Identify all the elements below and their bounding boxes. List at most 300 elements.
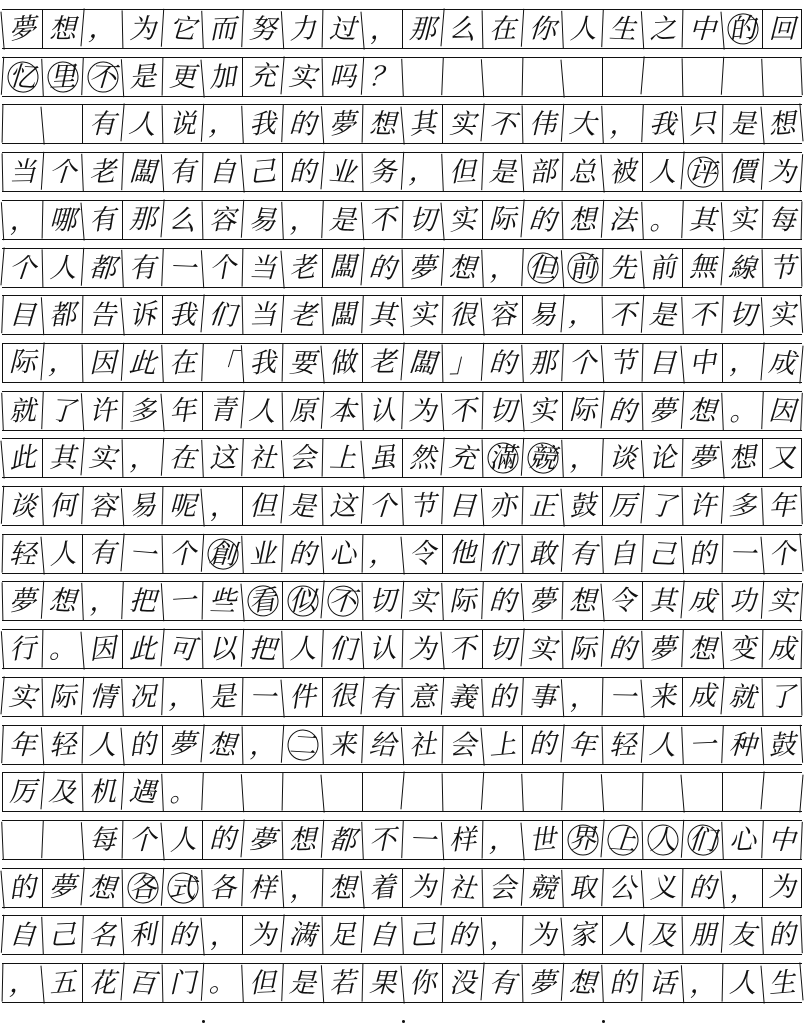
grid-cell: 然 [402,439,442,477]
grid-cell [320,772,363,813]
grid-cell: 一 [242,677,283,716]
grid-cell: 在 [161,343,203,383]
grid-cell: 的 [441,915,483,955]
grid-cell: 我 [241,343,283,383]
grid-cell: 人 [40,533,83,574]
grid-cell: 先 [602,248,643,287]
grid-cell: 此 [0,438,43,479]
grid-cell: 那 [521,343,563,383]
grid-cell: 来 [321,725,363,765]
grid-cell: 加 [200,56,243,97]
grid-cell: 容 [480,295,523,336]
grid-cell: 更 [162,57,203,96]
grid-cell: 业 [320,151,363,192]
grid-cell: 有 [161,152,203,192]
grid-cell: 来 [640,676,683,717]
grid-cell: 这 [201,438,243,478]
grid-cell: 令 [600,581,643,622]
grid-cell: 会 [442,725,483,764]
grid-cell: 的 [162,916,203,955]
grid-cell: 实 [442,105,482,143]
grid-cell: 不 [602,296,643,335]
grid-cell: 看 [240,581,283,622]
grid-cell: 鼓 [761,724,803,764]
grid-cell [761,57,803,97]
grid-cell: 的 [761,915,803,955]
grid-cell: 一 [722,534,763,573]
grid-cell: 不 [440,628,483,669]
grid-cell: 正 [522,487,563,526]
grid-cell: 朋 [682,916,723,955]
grid-cell: 有 [480,962,523,1003]
grid-cell: 之 [641,9,683,49]
grid-cell: 为 [401,391,443,431]
grid-cell: 切 [482,630,522,668]
grid-cell: 际 [2,344,42,382]
grid-cell [282,773,323,812]
grid-cell: 实 [761,581,803,621]
grid-cell: 無 [682,249,722,287]
grid-cell: 夢 [521,581,563,621]
grid-cell: 夢 [42,869,82,907]
grid-cell: 人 [240,390,283,431]
grid-cell: 的 [522,726,562,764]
grid-cell [522,57,563,96]
grid-cell: 此 [122,630,162,668]
grid-cell: 而 [201,9,243,49]
grid-cell: 被 [600,151,643,192]
grid-cell: 个 [122,820,163,859]
grid-cell: 说 [162,105,203,144]
grid-cell: 个 [162,534,203,573]
grid-row [2,104,802,144]
grid-cell: 成 [760,342,803,383]
grid-cell: 实 [80,438,123,479]
grid-cell: 。 [721,391,763,431]
grid-cell: 际 [562,630,603,669]
grid-cell: 若 [321,963,363,1003]
grid-cell: 自 [601,534,643,574]
grid-cell: 告 [82,296,123,335]
grid-cell: 不 [81,57,123,97]
grid-cell: 有 [561,533,603,573]
grid-cell: 夢 [642,391,683,430]
grid-cell: 是 [481,152,523,192]
grid-cell: 「 [201,343,243,383]
grid-cell: 了 [41,391,83,431]
grid-cell: 又 [762,439,802,477]
grid-cell: 心 [721,820,763,860]
grid-cell: 的 [0,867,43,908]
grid-cell: 总 [562,153,603,192]
grid-cell: 是 [722,105,763,144]
grid-cell: 的 [481,582,523,622]
grid-cell: 本 [321,390,363,430]
grid-cell [602,58,642,96]
grid-cell: 满 [280,915,323,956]
grid-cell: 变 [721,629,763,669]
grid-cell: 只 [681,104,723,144]
grid-row [2,868,802,908]
grid-cell: 的 [281,534,323,574]
grid-cell: 节 [601,343,643,383]
grid-cell: 的 [520,199,563,240]
grid-cell: 个 [201,247,243,287]
grid-cell: 的 [202,821,242,859]
grid-cell: 是 [281,963,323,1003]
grid-cell: 可 [160,628,203,669]
grid-row [2,581,802,621]
grid-cell: 年 [761,486,803,526]
grid-cell: 世 [520,819,563,860]
grid-cell: 们 [681,820,723,860]
grid-cell: 评 [680,151,723,192]
grid-cell: 切 [721,295,763,335]
grid-cell: 的 [601,963,643,1003]
grid-cell: ， [161,677,203,717]
grid-cell: 行 [1,629,43,669]
grid-cell: 其 [42,439,82,477]
grid-cell: 原 [282,391,323,430]
grid-cell: 我 [641,105,683,145]
grid-row [2,629,802,669]
grid-cell: 这 [322,487,363,526]
grid-cell: 是 [641,295,683,335]
grid-cell: 就 [1,391,43,431]
grid-cell: 闆 [322,249,362,287]
grid-cell: 力 [281,9,323,49]
grid-cell: 部 [521,152,563,192]
grid-cell: 你 [521,9,563,49]
grid-cell: 夢 [522,964,563,1003]
grid-cell: 想 [562,582,603,621]
grid-cell: 的 [720,8,763,49]
grid-cell: 件 [280,676,323,717]
grid-cell: 许 [81,390,123,430]
grid-cell [41,820,83,860]
grid-cell: 有 [80,199,123,240]
grid-cell [201,772,243,812]
grid-cell: 际 [42,677,83,716]
grid-cell: 夢 [2,582,43,621]
grid-cell: 一 [161,581,203,621]
grid-cell: 多 [721,486,763,526]
grid-cell: 上 [600,819,643,860]
grid-cell: 的 [281,105,323,145]
grid-cell: 各 [201,868,243,908]
grid-cell [561,772,603,812]
grid-cell: 切 [402,200,443,239]
grid-cell: 当 [242,248,283,287]
grid-cell: 闆 [321,295,363,335]
grid-cell: 遇 [121,772,163,812]
grid-cell: 要 [282,343,323,382]
grid-cell: 轻 [2,534,43,573]
grid-cell: 们 [321,629,363,669]
grid-cell [2,105,43,144]
grid-cell: 了 [762,677,803,716]
grid-row [2,438,802,478]
grid-row [2,772,802,812]
grid-cell: 有 [82,535,122,573]
grid-row [2,534,802,574]
grid-cell: 门 [162,964,203,1003]
grid-cell: 在 [482,10,523,49]
grid-cell: 及 [40,772,83,813]
grid-cell: 们 [200,295,243,336]
grid-cell: 目 [441,486,483,526]
grid-cell: 想 [760,104,803,145]
grid-cell: 意 [402,677,443,716]
grid-cell: ， [281,867,323,907]
grid-cell: 老 [362,344,402,382]
grid-cell: 滿 [482,439,523,478]
grid-cell [682,57,723,96]
grid-cell: 是 [280,485,323,526]
grid-cell: 些 [202,582,243,621]
grid-cell: 闆 [400,342,443,383]
grid-cell: 的 [120,724,163,765]
grid-cell: ， [81,582,123,622]
grid-cell: ， [482,820,523,859]
grid-cell: ， [201,104,243,144]
grid-cell: 实 [401,295,443,335]
grid-cell: 节 [762,248,803,287]
grid-cell: 实 [440,199,483,240]
grid-cell: 法 [601,200,643,240]
grid-cell: 己 [240,151,283,192]
grid-cell: 社 [401,724,443,764]
grid-cell [40,104,83,145]
grid-cell: 其 [681,200,723,240]
grid-cell: 的 [681,533,723,573]
grid-cell: 谈 [601,438,643,478]
grid-row [2,820,802,860]
grid-cell: 因 [761,391,803,431]
grid-cell: 因 [80,628,123,669]
grid-cell: 实 [280,56,323,97]
grid-cell: 种 [721,725,763,765]
grid-cell: 」 [442,343,483,382]
grid-cell [1,820,43,860]
grid-cell: 很 [442,296,483,335]
grid-cell: 呢 [162,487,203,526]
grid-cell: 会 [281,438,323,478]
grid-cell: 想 [282,820,323,859]
grid-cell [442,773,483,812]
grid-cell: 义 [641,867,683,907]
grid-cell: 都 [41,295,83,335]
grid-cell: 机 [82,773,123,812]
grid-cell: 此 [121,343,163,383]
grid-cell: 中 [682,10,723,49]
grid-cell: 取 [561,868,603,908]
grid-cell: 其 [361,295,403,335]
grid-cell: 人 [120,104,163,145]
grid-cell: 但 [242,487,282,525]
grid-cell: 努 [241,9,283,49]
grid-cell: 但 [241,963,283,1003]
grid-cell: 想 [562,200,603,239]
grid-cell: 你 [400,962,443,1003]
grid-cell: 易 [522,296,562,334]
grid-cell: 一 [681,725,723,765]
grid-cell: 务 [362,153,403,192]
grid-cell: 夢 [321,104,363,144]
grid-cell: 把 [121,582,163,622]
grid-cell: 因 [82,343,123,382]
grid-cell: 虽 [360,438,403,479]
grid-cell: 夢 [240,819,283,860]
grid-cell: 过 [322,10,363,49]
grid-cell [400,772,443,813]
grid-cell: 为 [402,630,443,669]
grid-cell: 界 [562,821,602,859]
grid-cell: 我 [162,296,202,334]
grid-cell: 都 [321,820,363,860]
grid-cell: 夢 [402,248,443,287]
grid-cell: 的 [282,153,322,191]
grid-row [2,963,802,1003]
grid-cell: 老 [281,295,323,335]
grid-cell: 敢 [522,534,563,573]
grid-row [2,486,802,526]
grid-cell: ， [200,485,243,526]
grid-cell: 实 [0,676,43,717]
grid-cell: 自 [202,153,243,192]
grid-cell [642,773,683,812]
grid-cell: 切 [482,391,523,430]
grid-cell: 生 [760,962,803,1003]
grid-cell: 人 [722,964,763,1003]
grid-cell: 闆 [121,152,163,192]
grid-cell: 每 [81,820,123,860]
grid-cell: 各 [122,868,163,907]
grid-cell: 诉 [120,295,163,336]
grid-cell: 每 [762,200,803,239]
grid-cell: 认 [361,391,403,431]
grid-cell: 己 [41,915,83,955]
grid-cell [722,773,762,811]
grid-cell [601,772,643,812]
grid-cell: 为 [242,916,282,954]
grid-cell: 实 [401,581,443,621]
grid-cell: 生 [601,9,643,49]
grid-cell: 际 [441,582,483,622]
grid-cell: ， [601,105,643,145]
grid-cell: 个 [361,486,403,526]
grid-cell [441,57,483,97]
grid-cell: 的 [481,343,523,383]
grid-cell [481,772,523,812]
grid-cell: 当 [242,296,283,335]
grid-cell: ， [242,725,283,764]
grid-cell: 目 [642,343,683,382]
grid-cell: 是 [321,200,363,240]
grid-cell: 青 [202,392,242,430]
grid-cell: 着 [360,867,403,908]
grid-cell: 容 [202,200,243,239]
grid-cell: 有 [121,248,163,288]
grid-cell: ， [681,963,723,1003]
grid-cell: 实 [721,200,763,240]
grid-row [2,725,802,765]
grid-cell: 目 [1,295,43,335]
grid-cell: 夢 [641,629,683,669]
grid-cell: 人 [281,629,323,669]
grid-cell: 想 [322,868,363,907]
grid-cell: 友 [721,915,763,955]
grid-cell [241,772,283,812]
grid-cell: 一 [161,248,203,288]
grid-cell: 了 [640,485,683,526]
grid-row [2,152,802,192]
grid-cell: 有 [82,105,122,143]
grid-cell: 就 [720,676,763,717]
grid-cell: 忆 [1,56,43,96]
grid-cell: ， [720,867,763,908]
grid-cell: ， [122,439,163,478]
grid-cell: 夢 [0,8,43,49]
grid-cell: 令 [400,533,443,574]
grid-cell: ， [561,677,603,717]
grid-cell: 功 [722,582,763,621]
grid-cell: 吗 [322,57,363,96]
grid-cell: 为 [402,869,442,907]
grid-cell: 实 [520,390,563,431]
grid-cell: 。 [42,630,83,669]
grid-cell: 五 [40,962,83,1003]
grid-cell: 业 [241,534,283,574]
grid-cell: 轻 [41,724,83,764]
grid-cell: 創 [201,533,243,573]
grid-cell: 己 [401,915,443,955]
grid-cell: 想 [41,581,83,621]
grid-cell: 厉 [2,773,42,811]
grid-cell: 上 [322,439,363,478]
grid-cell: 个 [760,533,803,574]
grid-cell: 競 [521,438,563,478]
grid-row [2,57,802,97]
grid-cell: 老 [280,247,323,288]
grid-cell: 不 [361,200,403,240]
grid-cell: 心 [321,533,363,573]
grid-cell: ， [40,342,83,383]
grid-cell [760,772,803,813]
grid-cell: 自 [361,915,403,955]
grid-cell: 为 [522,916,563,955]
grid-cell: 样 [441,820,483,860]
grid-cell: 它 [161,9,203,49]
grid-cell: 鼓 [560,485,603,526]
grid-cell: 伟 [522,105,563,144]
grid-row [2,248,802,288]
grid-cell: 他 [442,535,482,573]
grid-cell: 成 [762,630,803,669]
grid-cell: 以 [202,630,243,669]
grid-cell: 么 [160,199,203,240]
grid-cell: 有 [360,676,403,717]
grid-cell: 的 [682,868,723,907]
grid-cell: 年 [160,390,203,431]
grid-cell: ， [2,964,43,1003]
grid-cell: 很 [322,678,362,716]
grid-cell: 为 [762,869,802,907]
grid-cell: 个 [561,343,603,383]
grid-cell: 但 [521,248,563,288]
grid-cell: 许 [682,487,723,526]
grid-cell: ， [481,248,523,288]
